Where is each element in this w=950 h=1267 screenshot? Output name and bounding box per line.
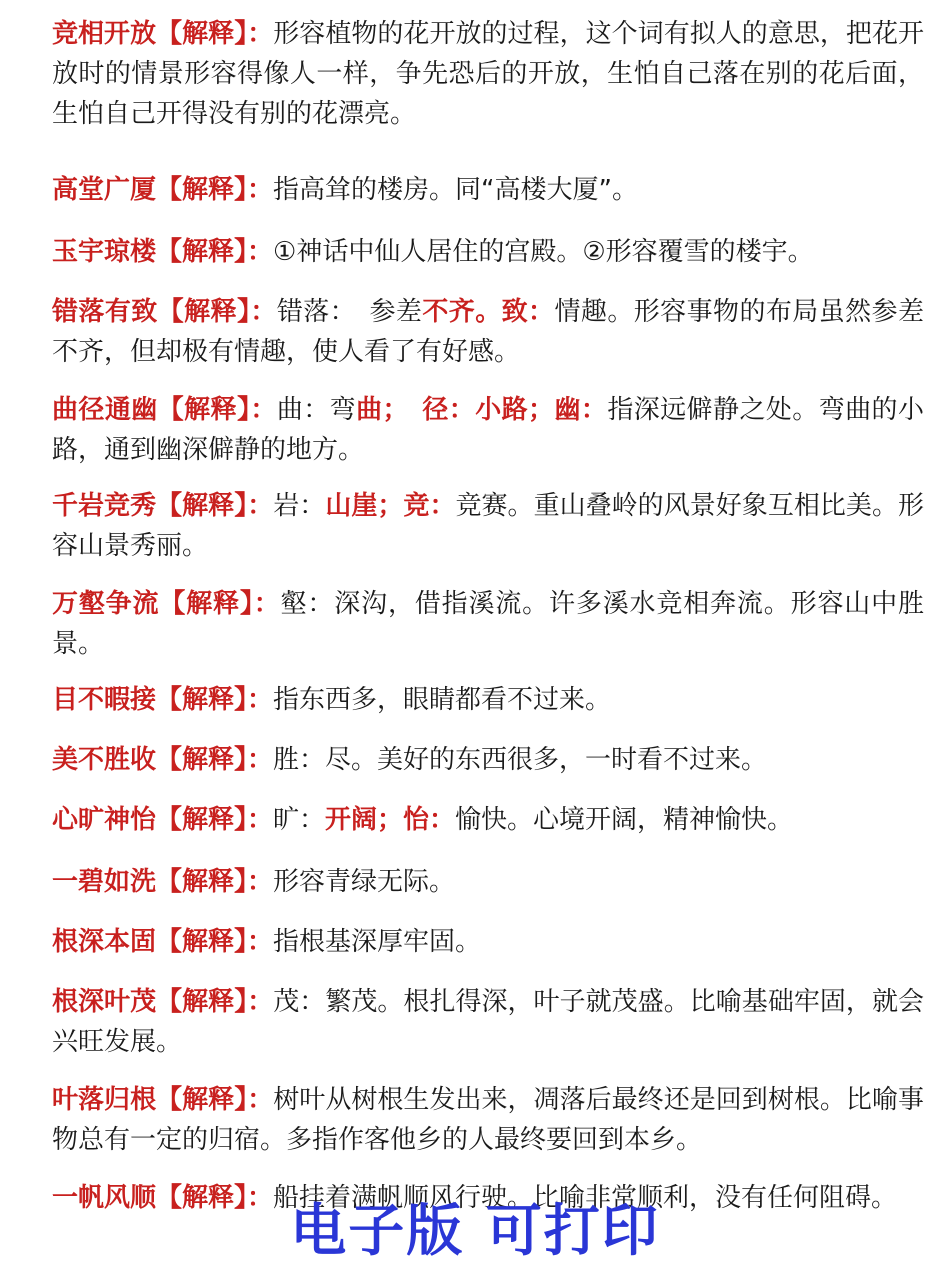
definition-text: 壑：深沟，借指溪流。许多溪水竞相奔流。形容山中胜景。 (52, 589, 924, 659)
definition-text: 曲：弯 (276, 395, 357, 425)
definition-text: 指东西多，眼睛都看不过来。 (273, 685, 612, 715)
definition-text: 旷： (273, 805, 326, 835)
definition-text: 指高耸的楼房。同“高楼大厦”。 (273, 175, 638, 205)
definition-text: 错落： 参差 (276, 297, 423, 327)
idiom-entry (52, 982, 924, 1062)
idiom-term: 美不胜收【解释】： (52, 745, 274, 775)
idiom-term: 玉宇琼楼【解释】： (52, 237, 274, 267)
idiom-entry (52, 740, 924, 780)
idiom-entry (52, 1080, 924, 1160)
definition-text: 形容植物的花开放的过程，这个词有拟人的意思，把花开放时的情景形容得像人一样，争先恐后的开放，生怕自己落在别的花后面，生怕自己开得没有别的花漂亮。 (52, 19, 924, 129)
idiom-term: 千岩竞秀【解释】： (52, 491, 274, 521)
definition-text: 船挂着满帆顺风行驶。比喻非常顺利，没有任何阻碍。 (273, 1183, 898, 1213)
definition-text: 岩： (273, 491, 326, 521)
watermark-text: 电子版 可打印 (290, 1199, 660, 1264)
idiom-term: 叶落归根【解释】： (52, 1085, 274, 1115)
highlighted-gloss: 不齐。致： (422, 297, 555, 327)
definition-text: 树叶从树根生发出来，凋落后最终还是回到树根。比喻事物总有一定的归宿。多指作客他乡的人最终要回到本乡。 (52, 1085, 924, 1155)
idiom-term: 高堂广厦【解释】： (52, 175, 274, 205)
definition-text: ①神话中仙人居住的宫殿。②形容覆雪的楼宇。 (273, 237, 814, 267)
definition-text: 情趣。形容事物的布局虽然参差不齐，但却极有情趣，使人看了有好感。 (52, 297, 924, 367)
idiom-entry (52, 170, 924, 210)
idiom-term: 根深叶茂【解释】： (52, 987, 274, 1017)
highlighted-gloss: 山崖；竞： (325, 491, 456, 521)
idiom-term: 一碧如洗【解释】： (52, 867, 274, 897)
idiom-entry (52, 922, 924, 962)
idiom-entry (52, 800, 924, 840)
definition-text: 愉快。心境开阔，精神愉快。 (455, 805, 794, 835)
idiom-entry (52, 862, 924, 902)
definition-text: 茂：繁茂。根扎得深，叶子就茂盛。比喻基础牢固，就会兴旺发展。 (52, 987, 924, 1057)
idiom-term: 曲径通幽【解释】： (52, 395, 277, 425)
idiom-entry (52, 680, 924, 720)
idiom-entry (52, 584, 924, 664)
idiom-term: 一帆风顺【解释】： (52, 1183, 274, 1213)
idiom-entry (52, 292, 924, 372)
definition-text: 胜：尽。美好的东西很多，一时看不过来。 (273, 745, 768, 775)
idiom-term: 万壑争流【解释】： (52, 589, 281, 619)
definition-text: 指根基深厚牢固。 (273, 927, 482, 957)
idiom-term: 根深本固【解释】： (52, 927, 274, 957)
idiom-term: 竞相开放【解释】： (52, 19, 274, 49)
highlighted-gloss: 曲； 径：小路；幽： (356, 395, 608, 425)
idiom-entry (52, 14, 924, 134)
idiom-term: 错落有致【解释】： (52, 297, 277, 327)
idiom-term: 心旷神怡【解释】： (52, 805, 274, 835)
definition-text: 指深远僻静之处。弯曲的小路，通到幽深僻静的地方。 (52, 395, 924, 465)
definition-text: 竞赛。重山叠岭的风景好象互相比美。形容山景秀丽。 (52, 491, 924, 561)
idiom-term: 目不暇接【解释】： (52, 685, 274, 715)
idiom-entry (52, 486, 924, 566)
definition-text: 形容青绿无际。 (273, 867, 456, 897)
idiom-entry (52, 232, 924, 272)
idiom-entry (52, 390, 924, 470)
highlighted-gloss: 开阔；怡： (325, 805, 456, 835)
